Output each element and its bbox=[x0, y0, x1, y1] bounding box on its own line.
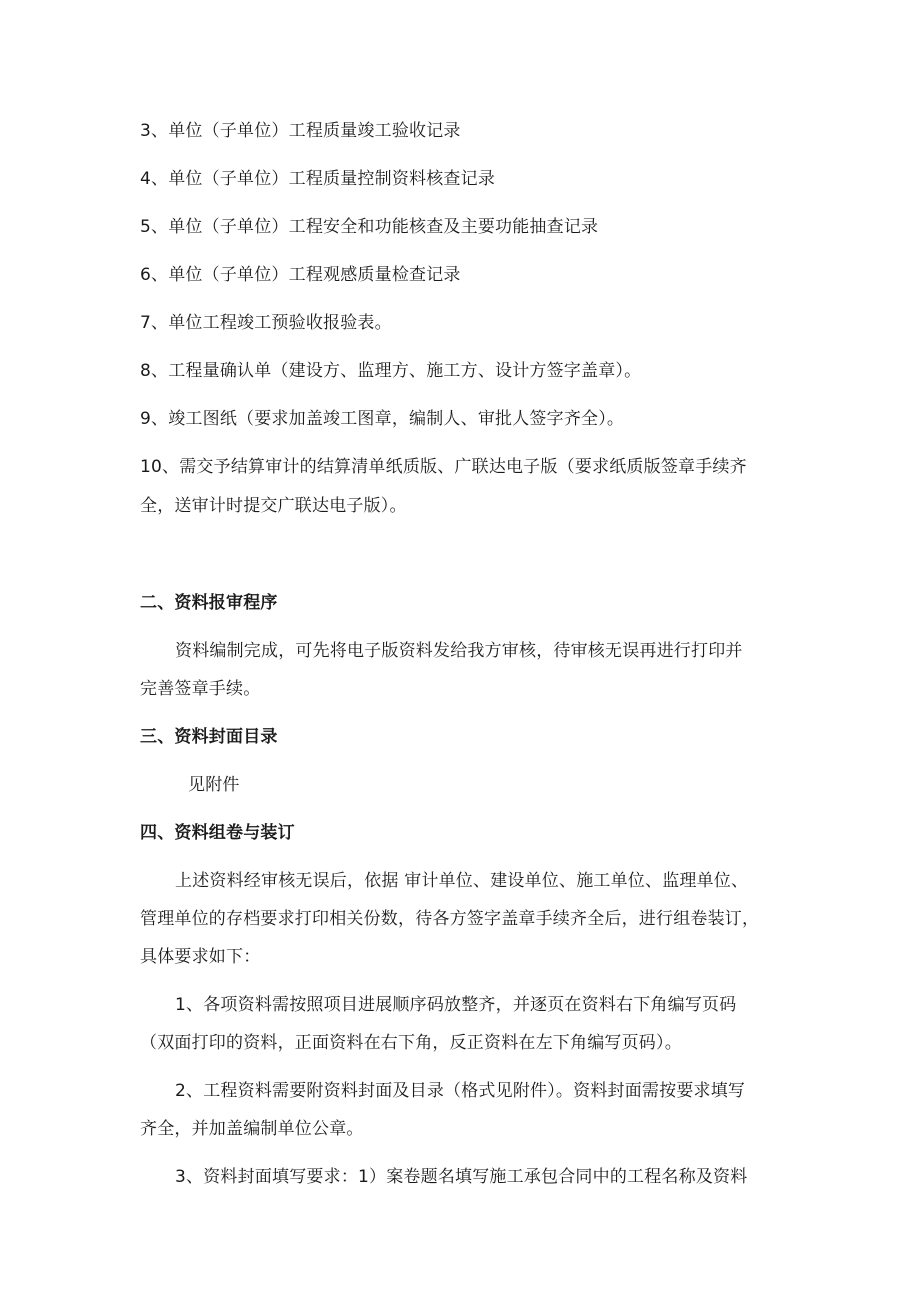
section-heading: 三、资料封面目录 bbox=[140, 727, 278, 747]
paragraph-line: （双面打印的资料，正面资料在右下角，反正资料在左下角编写页码）。 bbox=[140, 1033, 682, 1053]
paragraph-line: 齐全，并加盖编制单位公章。 bbox=[140, 1119, 364, 1139]
list-item: 3、单位（子单位）工程质量竣工验收记录 bbox=[140, 121, 461, 141]
list-item: 7、单位工程竣工预验收报验表。 bbox=[140, 313, 392, 333]
paragraph-line: 上述资料经审核无误后，依据 审计单位、建设单位、施工单位、监理单位、 bbox=[175, 871, 749, 891]
section-heading: 四、资料组卷与装订 bbox=[140, 823, 295, 843]
paragraph-line: 完善签章手续。 bbox=[140, 679, 261, 699]
list-item: 4、单位（子单位）工程质量控制资料核查记录 bbox=[140, 169, 496, 189]
paragraph-line: 1、各项资料需按照项目进展顺序码放整齐，并逐页在资料右下角编写页码 bbox=[175, 995, 737, 1015]
paragraph-line: 见附件 bbox=[188, 775, 240, 795]
list-item: 5、单位（子单位）工程安全和功能核查及主要功能抽查记录 bbox=[140, 217, 599, 237]
paragraph-line: 3、资料封面填写要求：1）案卷题名填写施工承包合同中的工程名称及资料 bbox=[175, 1167, 748, 1187]
paragraph-line: 资料编制完成，可先将电子版资料发给我方审核，待审核无误再进行打印并 bbox=[175, 641, 743, 661]
list-item: 9、竣工图纸（要求加盖竣工图章，编制人、审批人签字齐全）。 bbox=[140, 409, 625, 429]
paragraph-line: 2、工程资料需要附资料封面及目录（格式见附件）。资料封面需按要求填写 bbox=[175, 1081, 746, 1101]
list-item: 8、工程量确认单（建设方、监理方、施工方、设计方签字盖章）。 bbox=[140, 361, 642, 381]
list-item: 6、单位（子单位）工程观感质量检查记录 bbox=[140, 265, 461, 285]
list-item-10-line2: 全，送审计时提交广联达电子版）。 bbox=[140, 496, 407, 516]
list-item-10-line1: 10、需交予结算审计的结算清单纸质版、广联达电子版（要求纸质版签章手续齐 bbox=[140, 457, 747, 477]
paragraph-line: 具体要求如下： bbox=[140, 947, 261, 967]
paragraph-line: 管理单位的存档要求打印相关份数，待各方签字盖章手续齐全后，进行组卷装订， bbox=[140, 909, 760, 929]
section-heading: 二、资料报审程序 bbox=[140, 593, 278, 613]
